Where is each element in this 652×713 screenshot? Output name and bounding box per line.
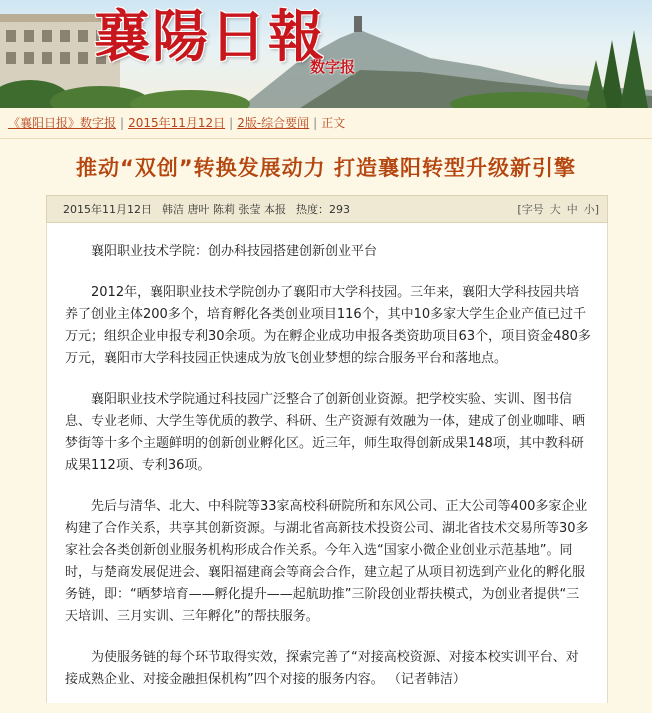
breadcrumb-separator: | <box>120 116 125 130</box>
breadcrumb-separator: | <box>313 116 318 130</box>
article-paragraph: 襄阳职业技术学院通过科技园广泛整合了创新创业资源。把学校实验、实训、图书信息、专业老师、大学生等优质的教学、科研、生产资源有效融为一体，建成了创业咖啡、晒梦街等十多个主题鲜明的创新创业孵化区。近三年，师生取得创新成果148项，其中教科研成果112项、专利36项。 <box>65 392 586 473</box>
article-body <box>46 223 608 703</box>
article-paragraph: 为使服务链的每个环节取得实效，探索完善了“对接高校资源、对接本校实训平台、对接成熟企业、对接金融担保机构”四个对接的服务内容。 （记者韩洁） <box>65 650 579 687</box>
font-size-switcher <box>517 201 599 217</box>
article-paragraph: 先后与清华、北大、中科院等33家高校科研院所和东风公司、正大公司等400多家企业构建了合作关系，共享其创新资源。与湖北省高新技术投资公司、湖北省技术交易所等30多家社会各类创新创业服务机构形成合作关系。今年入选“国家小微企业创业示范基地”。同时，与楚商发展促进会、襄阳福建商会等商会合作，建立起了从项目初选到产业化的孵化服务链，即：“晒梦培育——孵化提升——起航助推”三阶段创业帮扶模式，为创业者提供“三天培训、三月实训、三年孵化”的帮扶服务。 <box>65 499 589 624</box>
masthead-title: 襄陽日報 <box>94 4 326 70</box>
font-size-large-button[interactable]: 大 <box>549 203 561 216</box>
breadcrumb-paper-link[interactable]: 《襄阳日报》数字报 <box>8 116 117 130</box>
breadcrumb <box>0 108 652 139</box>
article-meta-bar <box>46 195 608 223</box>
article-title: 推动“双创”转换发展动力 打造襄阳转型升级新引擎 <box>76 156 576 180</box>
article-paragraph: 襄阳职业技术学院：创办科技园搭建创新创业平台 <box>91 244 378 259</box>
masthead-banner <box>0 0 652 108</box>
font-size-medium-button[interactable]: 中 <box>566 203 578 216</box>
masthead-subtitle: 数字报 <box>310 58 356 76</box>
breadcrumb-separator: | <box>229 116 234 130</box>
article-authors: 韩洁 唐叶 陈莉 张莹 本报 <box>162 203 286 216</box>
font-size-label: [字号 <box>517 203 544 216</box>
breadcrumb-date-link[interactable]: 2015年11月12日 <box>128 116 226 130</box>
article-views <box>296 203 350 216</box>
article-paragraph: 2012年，襄阳职业技术学院创办了襄阳市大学科技园。三年来，襄阳大学科技园共培养了创业主体200多个，培育孵化各类创业项目116个，其中10多家大学生企业产值已过千万元；组织企业申报专利30余项。为在孵企业成功申报各类资助项目63个，项目资金480多万元，襄阳市大学科技园正快速成为放飞创业梦想的综合服务平台和落地点。 <box>65 285 591 366</box>
font-size-small-button[interactable]: 小] <box>583 203 599 216</box>
breadcrumb-page-link[interactable]: 2版-综合要闻 <box>237 116 310 130</box>
article-views-label: 热度： <box>296 203 329 216</box>
article-views-count: 293 <box>329 203 350 216</box>
article-date: 2015年11月12日 <box>63 203 152 216</box>
breadcrumb-current: 正文 <box>321 116 346 130</box>
article-meta-info <box>63 201 360 217</box>
